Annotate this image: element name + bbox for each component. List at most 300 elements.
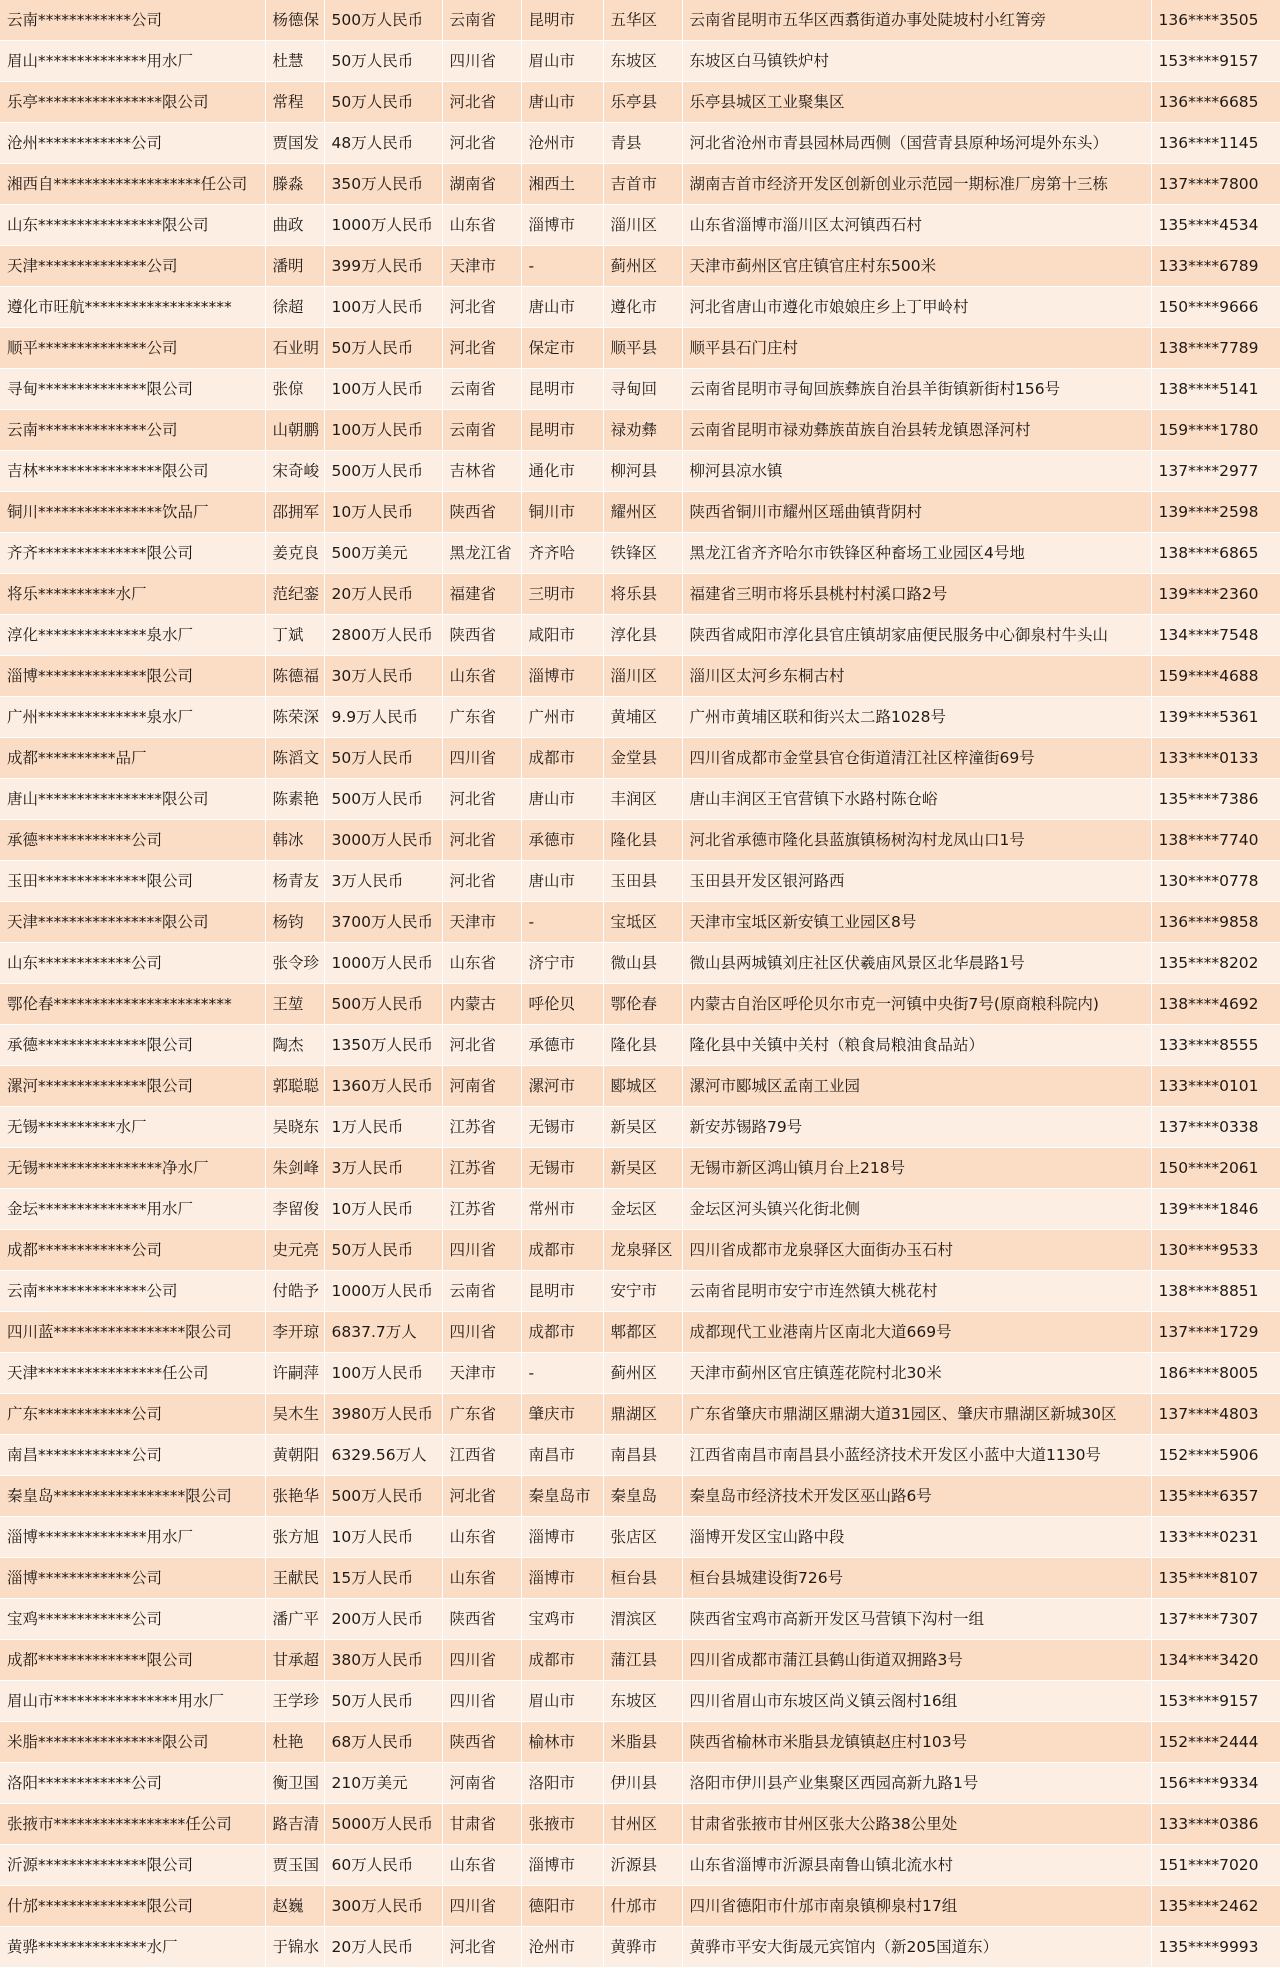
- city-cell[interactable]: 南昌市: [521, 1435, 603, 1476]
- contact-name-cell[interactable]: 贾玉国: [265, 1845, 324, 1886]
- company-name-cell[interactable]: 承德************公司: [0, 820, 265, 861]
- province-cell[interactable]: 广东省: [442, 1394, 521, 1435]
- company-name-cell[interactable]: 乐亭****************限公司: [0, 82, 265, 123]
- phone-cell[interactable]: 138****5141: [1151, 369, 1280, 410]
- table-row[interactable]: [0, 1271, 1280, 1312]
- company-name-cell[interactable]: 顺平**************公司: [0, 328, 265, 369]
- district-cell[interactable]: 顺平县: [603, 328, 682, 369]
- table-row[interactable]: [0, 574, 1280, 615]
- registered-capital-cell[interactable]: 20万人民币: [324, 574, 442, 615]
- city-cell[interactable]: 成都市: [521, 738, 603, 779]
- city-cell[interactable]: 昆明市: [521, 1271, 603, 1312]
- district-cell[interactable]: 将乐县: [603, 574, 682, 615]
- city-cell[interactable]: 淄博市: [521, 1558, 603, 1599]
- province-cell[interactable]: 山东省: [442, 1558, 521, 1599]
- address-cell[interactable]: 云南省昆明市五华区西翥街道办事处陡坡村小红箐旁: [682, 0, 1151, 41]
- contact-name-cell[interactable]: 邵拥军: [265, 492, 324, 533]
- phone-cell[interactable]: 135****4534: [1151, 205, 1280, 246]
- registered-capital-cell[interactable]: 9.9万人民币: [324, 697, 442, 738]
- city-cell[interactable]: 成都市: [521, 1230, 603, 1271]
- table-row[interactable]: [0, 410, 1280, 451]
- contact-name-cell[interactable]: 吴晓东: [265, 1107, 324, 1148]
- district-cell[interactable]: 东坡区: [603, 41, 682, 82]
- city-cell[interactable]: 宝鸡市: [521, 1599, 603, 1640]
- contact-name-cell[interactable]: 衡卫国: [265, 1763, 324, 1804]
- registered-capital-cell[interactable]: 10万人民币: [324, 1517, 442, 1558]
- city-cell[interactable]: 常州市: [521, 1189, 603, 1230]
- phone-cell[interactable]: 150****2061: [1151, 1148, 1280, 1189]
- address-cell[interactable]: 云南省昆明市禄劝彝族苗族自治县转龙镇恩泽河村: [682, 410, 1151, 451]
- province-cell[interactable]: 河南省: [442, 1763, 521, 1804]
- district-cell[interactable]: 金堂县: [603, 738, 682, 779]
- province-cell[interactable]: 四川省: [442, 1230, 521, 1271]
- address-cell[interactable]: 桓台县城建设街726号: [682, 1558, 1151, 1599]
- province-cell[interactable]: 云南省: [442, 410, 521, 451]
- address-cell[interactable]: 江西省南昌市南昌县小蓝经济技术开发区小蓝中大道1130号: [682, 1435, 1151, 1476]
- contact-name-cell[interactable]: 杜慧: [265, 41, 324, 82]
- phone-cell[interactable]: 139****1846: [1151, 1189, 1280, 1230]
- address-cell[interactable]: 四川省成都市龙泉驿区大面街办玉石村: [682, 1230, 1151, 1271]
- phone-cell[interactable]: 153****9157: [1151, 41, 1280, 82]
- phone-cell[interactable]: 151****7020: [1151, 1845, 1280, 1886]
- province-cell[interactable]: 吉林省: [442, 451, 521, 492]
- company-name-cell[interactable]: 黄骅**************水厂: [0, 1927, 265, 1968]
- city-cell[interactable]: 肇庆市: [521, 1394, 603, 1435]
- company-name-cell[interactable]: 山东****************限公司: [0, 205, 265, 246]
- registered-capital-cell[interactable]: 50万人民币: [324, 82, 442, 123]
- table-row[interactable]: [0, 1517, 1280, 1558]
- city-cell[interactable]: 齐齐哈: [521, 533, 603, 574]
- address-cell[interactable]: 四川省德阳市什邡市南泉镇柳泉村17组: [682, 1886, 1151, 1927]
- contact-name-cell[interactable]: 路吉清: [265, 1804, 324, 1845]
- address-cell[interactable]: 天津市蓟州区官庄镇官庄村东500米: [682, 246, 1151, 287]
- registered-capital-cell[interactable]: 500万人民币: [324, 984, 442, 1025]
- city-cell[interactable]: 眉山市: [521, 1681, 603, 1722]
- district-cell[interactable]: 渭滨区: [603, 1599, 682, 1640]
- registered-capital-cell[interactable]: 3000万人民币: [324, 820, 442, 861]
- registered-capital-cell[interactable]: 500万人民币: [324, 451, 442, 492]
- contact-name-cell[interactable]: 杜艳: [265, 1722, 324, 1763]
- company-name-cell[interactable]: 云南**************公司: [0, 410, 265, 451]
- contact-name-cell[interactable]: 滕淼: [265, 164, 324, 205]
- phone-cell[interactable]: 139****5361: [1151, 697, 1280, 738]
- province-cell[interactable]: 河北省: [442, 123, 521, 164]
- contact-name-cell[interactable]: 陈滔文: [265, 738, 324, 779]
- phone-cell[interactable]: 134****7548: [1151, 615, 1280, 656]
- phone-cell[interactable]: 130****0778: [1151, 861, 1280, 902]
- district-cell[interactable]: 金坛区: [603, 1189, 682, 1230]
- city-cell[interactable]: 淄博市: [521, 1845, 603, 1886]
- city-cell[interactable]: 咸阳市: [521, 615, 603, 656]
- city-cell[interactable]: 昆明市: [521, 369, 603, 410]
- phone-cell[interactable]: 134****3420: [1151, 1640, 1280, 1681]
- city-cell[interactable]: 淄博市: [521, 205, 603, 246]
- contact-name-cell[interactable]: 陶杰: [265, 1025, 324, 1066]
- province-cell[interactable]: 内蒙古: [442, 984, 521, 1025]
- table-row[interactable]: [0, 861, 1280, 902]
- registered-capital-cell[interactable]: 1000万人民币: [324, 205, 442, 246]
- registered-capital-cell[interactable]: 350万人民币: [324, 164, 442, 205]
- phone-cell[interactable]: 138****7789: [1151, 328, 1280, 369]
- table-row[interactable]: [0, 1558, 1280, 1599]
- contact-name-cell[interactable]: 王献民: [265, 1558, 324, 1599]
- city-cell[interactable]: 广州市: [521, 697, 603, 738]
- address-cell[interactable]: 陕西省榆林市米脂县龙镇镇赵庄村103号: [682, 1722, 1151, 1763]
- table-row[interactable]: [0, 1435, 1280, 1476]
- table-row[interactable]: [0, 1394, 1280, 1435]
- city-cell[interactable]: 无锡市: [521, 1148, 603, 1189]
- phone-cell[interactable]: 159****1780: [1151, 410, 1280, 451]
- contact-name-cell[interactable]: 付皓予: [265, 1271, 324, 1312]
- company-name-cell[interactable]: 唐山****************限公司: [0, 779, 265, 820]
- city-cell[interactable]: 榆林市: [521, 1722, 603, 1763]
- company-name-cell[interactable]: 承德**************限公司: [0, 1025, 265, 1066]
- phone-cell[interactable]: 138****8851: [1151, 1271, 1280, 1312]
- province-cell[interactable]: 黑龙江省: [442, 533, 521, 574]
- address-cell[interactable]: 黑龙江省齐齐哈尔市铁锋区种畜场工业园区4号地: [682, 533, 1151, 574]
- registered-capital-cell[interactable]: 1万人民币: [324, 1107, 442, 1148]
- contact-name-cell[interactable]: 黄朝阳: [265, 1435, 324, 1476]
- address-cell[interactable]: 四川省成都市蒲江县鹤山街道双拥路3号: [682, 1640, 1151, 1681]
- district-cell[interactable]: 乐亭县: [603, 82, 682, 123]
- contact-name-cell[interactable]: 王学珍: [265, 1681, 324, 1722]
- district-cell[interactable]: 玉田县: [603, 861, 682, 902]
- registered-capital-cell[interactable]: 6837.7万人: [324, 1312, 442, 1353]
- city-cell[interactable]: -: [521, 902, 603, 943]
- company-name-cell[interactable]: 洛阳************公司: [0, 1763, 265, 1804]
- company-name-cell[interactable]: 漯河**************限公司: [0, 1066, 265, 1107]
- address-cell[interactable]: 河北省唐山市遵化市娘娘庄乡上丁甲岭村: [682, 287, 1151, 328]
- district-cell[interactable]: 鼎湖区: [603, 1394, 682, 1435]
- city-cell[interactable]: 承德市: [521, 820, 603, 861]
- registered-capital-cell[interactable]: 500万人民币: [324, 779, 442, 820]
- city-cell[interactable]: 唐山市: [521, 779, 603, 820]
- phone-cell[interactable]: 137****4803: [1151, 1394, 1280, 1435]
- contact-name-cell[interactable]: 于锦水: [265, 1927, 324, 1968]
- registered-capital-cell[interactable]: 1000万人民币: [324, 1271, 442, 1312]
- contact-name-cell[interactable]: 吴木生: [265, 1394, 324, 1435]
- contact-name-cell[interactable]: 甘承超: [265, 1640, 324, 1681]
- company-name-cell[interactable]: 湘西自*******************任公司: [0, 164, 265, 205]
- company-name-cell[interactable]: 沧州************公司: [0, 123, 265, 164]
- address-cell[interactable]: 成都现代工业港南片区南北大道669号: [682, 1312, 1151, 1353]
- district-cell[interactable]: 什邡市: [603, 1886, 682, 1927]
- district-cell[interactable]: 隆化县: [603, 820, 682, 861]
- district-cell[interactable]: 甘州区: [603, 1804, 682, 1845]
- table-row[interactable]: [0, 984, 1280, 1025]
- province-cell[interactable]: 福建省: [442, 574, 521, 615]
- city-cell[interactable]: 漯河市: [521, 1066, 603, 1107]
- table-row[interactable]: [0, 451, 1280, 492]
- phone-cell[interactable]: 135****2462: [1151, 1886, 1280, 1927]
- table-row[interactable]: [0, 369, 1280, 410]
- registered-capital-cell[interactable]: 10万人民币: [324, 1189, 442, 1230]
- city-cell[interactable]: 眉山市: [521, 41, 603, 82]
- address-cell[interactable]: 柳河县凉水镇: [682, 451, 1151, 492]
- province-cell[interactable]: 陕西省: [442, 1599, 521, 1640]
- district-cell[interactable]: 沂源县: [603, 1845, 682, 1886]
- province-cell[interactable]: 云南省: [442, 1271, 521, 1312]
- phone-cell[interactable]: 138****4692: [1151, 984, 1280, 1025]
- registered-capital-cell[interactable]: 200万人民币: [324, 1599, 442, 1640]
- registered-capital-cell[interactable]: 100万人民币: [324, 410, 442, 451]
- province-cell[interactable]: 山东省: [442, 943, 521, 984]
- contact-name-cell[interactable]: 陈德福: [265, 656, 324, 697]
- table-row[interactable]: [0, 123, 1280, 164]
- address-cell[interactable]: 隆化县中关镇中关村（粮食局粮油食品站）: [682, 1025, 1151, 1066]
- table-row[interactable]: [0, 697, 1280, 738]
- city-cell[interactable]: 呼伦贝: [521, 984, 603, 1025]
- table-row[interactable]: [0, 1599, 1280, 1640]
- district-cell[interactable]: 新吴区: [603, 1107, 682, 1148]
- company-name-cell[interactable]: 成都**********品厂: [0, 738, 265, 779]
- phone-cell[interactable]: 135****9993: [1151, 1927, 1280, 1968]
- registered-capital-cell[interactable]: 3万人民币: [324, 1148, 442, 1189]
- registered-capital-cell[interactable]: 399万人民币: [324, 246, 442, 287]
- contact-name-cell[interactable]: 范纪銮: [265, 574, 324, 615]
- city-cell[interactable]: 成都市: [521, 1312, 603, 1353]
- district-cell[interactable]: 铁锋区: [603, 533, 682, 574]
- phone-cell[interactable]: 133****0231: [1151, 1517, 1280, 1558]
- district-cell[interactable]: 郫都区: [603, 1312, 682, 1353]
- table-row[interactable]: [0, 1886, 1280, 1927]
- district-cell[interactable]: 龙泉驿区: [603, 1230, 682, 1271]
- table-row[interactable]: [0, 1722, 1280, 1763]
- address-cell[interactable]: 秦皇岛市经济技术开发区巫山路6号: [682, 1476, 1151, 1517]
- registered-capital-cell[interactable]: 3980万人民币: [324, 1394, 442, 1435]
- city-cell[interactable]: -: [521, 1353, 603, 1394]
- registered-capital-cell[interactable]: 68万人民币: [324, 1722, 442, 1763]
- city-cell[interactable]: 唐山市: [521, 287, 603, 328]
- table-row[interactable]: [0, 1804, 1280, 1845]
- province-cell[interactable]: 湖南省: [442, 164, 521, 205]
- table-row[interactable]: [0, 615, 1280, 656]
- address-cell[interactable]: 唐山丰润区王官营镇下水路村陈仓峪: [682, 779, 1151, 820]
- company-name-cell[interactable]: 张掖市*****************任公司: [0, 1804, 265, 1845]
- phone-cell[interactable]: 133****0133: [1151, 738, 1280, 779]
- contact-name-cell[interactable]: 宋奇峻: [265, 451, 324, 492]
- company-name-cell[interactable]: 成都**************限公司: [0, 1640, 265, 1681]
- address-cell[interactable]: 山东省淄博市沂源县南鲁山镇北流水村: [682, 1845, 1151, 1886]
- company-name-cell[interactable]: 眉山**************用水厂: [0, 41, 265, 82]
- table-row[interactable]: [0, 287, 1280, 328]
- table-row[interactable]: [0, 943, 1280, 984]
- address-cell[interactable]: 陕西省铜川市耀州区瑶曲镇背阴村: [682, 492, 1151, 533]
- contact-name-cell[interactable]: 陈荣深: [265, 697, 324, 738]
- district-cell[interactable]: 桓台县: [603, 1558, 682, 1599]
- company-name-cell[interactable]: 米脂****************限公司: [0, 1722, 265, 1763]
- phone-cell[interactable]: 130****9533: [1151, 1230, 1280, 1271]
- registered-capital-cell[interactable]: 1360万人民币: [324, 1066, 442, 1107]
- table-row[interactable]: [0, 1230, 1280, 1271]
- contact-name-cell[interactable]: 王堃: [265, 984, 324, 1025]
- address-cell[interactable]: 新安苏锡路79号: [682, 1107, 1151, 1148]
- district-cell[interactable]: 蓟州区: [603, 1353, 682, 1394]
- phone-cell[interactable]: 137****1729: [1151, 1312, 1280, 1353]
- contact-name-cell[interactable]: 史元亮: [265, 1230, 324, 1271]
- address-cell[interactable]: 漯河市郾城区孟南工业园: [682, 1066, 1151, 1107]
- company-name-cell[interactable]: 云南************公司: [0, 0, 265, 41]
- phone-cell[interactable]: 137****7800: [1151, 164, 1280, 205]
- table-row[interactable]: [0, 246, 1280, 287]
- district-cell[interactable]: 耀州区: [603, 492, 682, 533]
- company-name-cell[interactable]: 天津**************公司: [0, 246, 265, 287]
- address-cell[interactable]: 四川省眉山市东坡区尚义镇云阁村16组: [682, 1681, 1151, 1722]
- table-row[interactable]: [0, 533, 1280, 574]
- phone-cell[interactable]: 150****9666: [1151, 287, 1280, 328]
- registered-capital-cell[interactable]: 60万人民币: [324, 1845, 442, 1886]
- registered-capital-cell[interactable]: 3万人民币: [324, 861, 442, 902]
- contact-name-cell[interactable]: 张方旭: [265, 1517, 324, 1558]
- district-cell[interactable]: 隆化县: [603, 1025, 682, 1066]
- table-row[interactable]: [0, 82, 1280, 123]
- contact-name-cell[interactable]: 山朝鹏: [265, 410, 324, 451]
- company-name-cell[interactable]: 淄博**************限公司: [0, 656, 265, 697]
- address-cell[interactable]: 陕西省宝鸡市高新开发区马营镇下沟村一组: [682, 1599, 1151, 1640]
- province-cell[interactable]: 山东省: [442, 656, 521, 697]
- city-cell[interactable]: 淄博市: [521, 656, 603, 697]
- company-name-cell[interactable]: 广州**************泉水厂: [0, 697, 265, 738]
- address-cell[interactable]: 无锡市新区鸿山镇月台上218号: [682, 1148, 1151, 1189]
- phone-cell[interactable]: 139****2598: [1151, 492, 1280, 533]
- phone-cell[interactable]: 137****7307: [1151, 1599, 1280, 1640]
- address-cell[interactable]: 乐亭县城区工业聚集区: [682, 82, 1151, 123]
- phone-cell[interactable]: 135****7386: [1151, 779, 1280, 820]
- phone-cell[interactable]: 153****9157: [1151, 1681, 1280, 1722]
- company-name-cell[interactable]: 宝鸡************公司: [0, 1599, 265, 1640]
- district-cell[interactable]: 郾城区: [603, 1066, 682, 1107]
- company-name-cell[interactable]: 寻甸**************限公司: [0, 369, 265, 410]
- table-row[interactable]: [0, 656, 1280, 697]
- district-cell[interactable]: 寻甸回: [603, 369, 682, 410]
- district-cell[interactable]: 蒲江县: [603, 1640, 682, 1681]
- phone-cell[interactable]: 138****6865: [1151, 533, 1280, 574]
- table-row[interactable]: [0, 0, 1280, 41]
- province-cell[interactable]: 河北省: [442, 1025, 521, 1066]
- contact-name-cell[interactable]: 韩冰: [265, 820, 324, 861]
- contact-name-cell[interactable]: 赵巍: [265, 1886, 324, 1927]
- phone-cell[interactable]: 152****2444: [1151, 1722, 1280, 1763]
- address-cell[interactable]: 湖南吉首市经济开发区创新创业示范园一期标准厂房第十三栋: [682, 164, 1151, 205]
- district-cell[interactable]: 安宁市: [603, 1271, 682, 1312]
- province-cell[interactable]: 四川省: [442, 1312, 521, 1353]
- company-name-cell[interactable]: 鄂伦春***********************: [0, 984, 265, 1025]
- registered-capital-cell[interactable]: 380万人民币: [324, 1640, 442, 1681]
- city-cell[interactable]: 无锡市: [521, 1107, 603, 1148]
- phone-cell[interactable]: 136****6685: [1151, 82, 1280, 123]
- address-cell[interactable]: 陕西省咸阳市淳化县官庄镇胡家庙便民服务中心御泉村牛头山: [682, 615, 1151, 656]
- company-name-cell[interactable]: 将乐**********水厂: [0, 574, 265, 615]
- district-cell[interactable]: 伊川县: [603, 1763, 682, 1804]
- company-name-cell[interactable]: 四川蓝*****************限公司: [0, 1312, 265, 1353]
- registered-capital-cell[interactable]: 500万人民币: [324, 0, 442, 41]
- district-cell[interactable]: 蓟州区: [603, 246, 682, 287]
- company-name-cell[interactable]: 无锡**********水厂: [0, 1107, 265, 1148]
- table-row[interactable]: [0, 1107, 1280, 1148]
- province-cell[interactable]: 云南省: [442, 369, 521, 410]
- address-cell[interactable]: 甘肃省张掖市甘州区张大公路38公里处: [682, 1804, 1151, 1845]
- company-name-cell[interactable]: 广东************公司: [0, 1394, 265, 1435]
- table-row[interactable]: [0, 41, 1280, 82]
- address-cell[interactable]: 云南省昆明市寻甸回族彝族自治县羊街镇新街村156号: [682, 369, 1151, 410]
- phone-cell[interactable]: 136****9858: [1151, 902, 1280, 943]
- contact-name-cell[interactable]: 张倞: [265, 369, 324, 410]
- district-cell[interactable]: 柳河县: [603, 451, 682, 492]
- table-row[interactable]: [0, 902, 1280, 943]
- province-cell[interactable]: 山东省: [442, 1517, 521, 1558]
- province-cell[interactable]: 河北省: [442, 1476, 521, 1517]
- registered-capital-cell[interactable]: 1350万人民币: [324, 1025, 442, 1066]
- table-row[interactable]: [0, 779, 1280, 820]
- table-row[interactable]: [0, 1148, 1280, 1189]
- city-cell[interactable]: 昆明市: [521, 0, 603, 41]
- contact-name-cell[interactable]: 潘广平: [265, 1599, 324, 1640]
- city-cell[interactable]: 通化市: [521, 451, 603, 492]
- contact-name-cell[interactable]: 郭聪聪: [265, 1066, 324, 1107]
- province-cell[interactable]: 河北省: [442, 820, 521, 861]
- contact-name-cell[interactable]: 李留俊: [265, 1189, 324, 1230]
- registered-capital-cell[interactable]: 10万人民币: [324, 492, 442, 533]
- company-name-cell[interactable]: 金坛**************用水厂: [0, 1189, 265, 1230]
- phone-cell[interactable]: 133****6789: [1151, 246, 1280, 287]
- province-cell[interactable]: 四川省: [442, 41, 521, 82]
- table-row[interactable]: [0, 738, 1280, 779]
- table-row[interactable]: [0, 1066, 1280, 1107]
- contact-name-cell[interactable]: 常程: [265, 82, 324, 123]
- phone-cell[interactable]: 133****0386: [1151, 1804, 1280, 1845]
- phone-cell[interactable]: 159****4688: [1151, 656, 1280, 697]
- company-name-cell[interactable]: 淳化**************泉水厂: [0, 615, 265, 656]
- table-row[interactable]: [0, 1189, 1280, 1230]
- province-cell[interactable]: 四川省: [442, 738, 521, 779]
- company-name-cell[interactable]: 什邡**************限公司: [0, 1886, 265, 1927]
- company-name-cell[interactable]: 天津****************限公司: [0, 902, 265, 943]
- contact-name-cell[interactable]: 许嗣萍: [265, 1353, 324, 1394]
- company-name-cell[interactable]: 秦皇岛*****************限公司: [0, 1476, 265, 1517]
- company-name-cell[interactable]: 天津****************任公司: [0, 1353, 265, 1394]
- company-name-cell[interactable]: 玉田**************限公司: [0, 861, 265, 902]
- registered-capital-cell[interactable]: 6329.56万人: [324, 1435, 442, 1476]
- province-cell[interactable]: 天津市: [442, 246, 521, 287]
- district-cell[interactable]: 青县: [603, 123, 682, 164]
- phone-cell[interactable]: 135****6357: [1151, 1476, 1280, 1517]
- city-cell[interactable]: 湘西土: [521, 164, 603, 205]
- contact-name-cell[interactable]: 姜克良: [265, 533, 324, 574]
- city-cell[interactable]: 沧州市: [521, 1927, 603, 1968]
- district-cell[interactable]: 微山县: [603, 943, 682, 984]
- phone-cell[interactable]: 135****8107: [1151, 1558, 1280, 1599]
- city-cell[interactable]: 淄博市: [521, 1517, 603, 1558]
- district-cell[interactable]: 鄂伦春: [603, 984, 682, 1025]
- registered-capital-cell[interactable]: 50万人民币: [324, 738, 442, 779]
- district-cell[interactable]: 吉首市: [603, 164, 682, 205]
- company-name-cell[interactable]: 遵化市旺航*******************: [0, 287, 265, 328]
- district-cell[interactable]: 淄川区: [603, 656, 682, 697]
- district-cell[interactable]: 淳化县: [603, 615, 682, 656]
- province-cell[interactable]: 四川省: [442, 1640, 521, 1681]
- address-cell[interactable]: 淄川区太河乡东桐古村: [682, 656, 1151, 697]
- company-name-cell[interactable]: 山东************公司: [0, 943, 265, 984]
- district-cell[interactable]: 宝坻区: [603, 902, 682, 943]
- table-row[interactable]: [0, 1353, 1280, 1394]
- city-cell[interactable]: 成都市: [521, 1640, 603, 1681]
- province-cell[interactable]: 江西省: [442, 1435, 521, 1476]
- city-cell[interactable]: 沧州市: [521, 123, 603, 164]
- registered-capital-cell[interactable]: 1000万人民币: [324, 943, 442, 984]
- phone-cell[interactable]: 133****0101: [1151, 1066, 1280, 1107]
- province-cell[interactable]: 河北省: [442, 861, 521, 902]
- province-cell[interactable]: 四川省: [442, 1681, 521, 1722]
